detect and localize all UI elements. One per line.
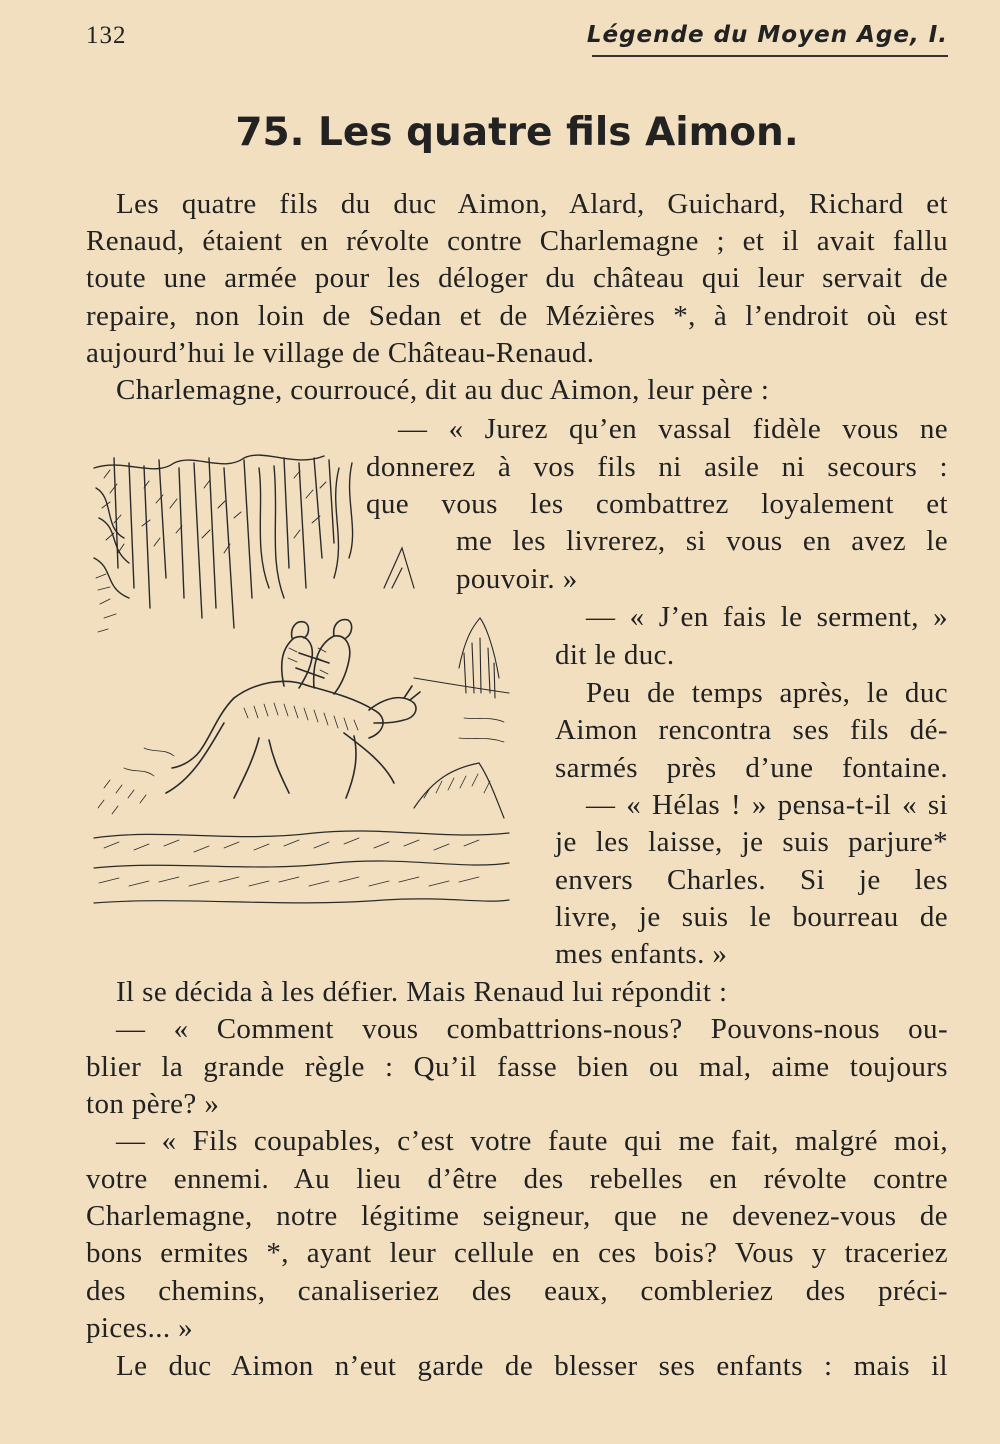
text-line: je les laisse, je suis parjure* (555, 826, 948, 858)
text-line: Peu de temps après, le duc (586, 677, 948, 709)
text-line: votre ennemi. Au lieu d’être des rebelles en révolte contre (86, 1163, 948, 1195)
text-line: me les livrerez, si vous en avez le (456, 525, 948, 557)
text-line: livre, je suis le bourreau de (555, 901, 948, 933)
text-line: pices... » (86, 1312, 194, 1344)
header-rule (592, 55, 948, 57)
text-line: pouvoir. » (456, 563, 578, 595)
chapter-title: 75. Les quatre fils Aimon. (235, 110, 799, 155)
text-line: Charlemagne, courroucé, dit au duc Aimon, leur père : (116, 374, 770, 406)
text-line: Aimon rencontra ses fils dé- (555, 714, 948, 746)
text-line: ton père? » (86, 1088, 220, 1120)
text-line: donnerez à vos fils ni asile ni secours : (366, 451, 948, 483)
text-line: envers Charles. Si je les (555, 864, 948, 896)
text-line: blier la grande règle : Qu’il fasse bien ou mal, aime toujours (86, 1051, 948, 1083)
text-line: Le duc Aimon n’eut garde de blesser ses enfants : mais il (116, 1350, 948, 1382)
text-line: dit le duc. (555, 639, 675, 671)
text-line: toute une armée pour les déloger du château qui leur servait de (86, 262, 948, 294)
text-line: — « Hélas ! » pensa-t-il « si (586, 789, 948, 821)
engraving-illustration (84, 448, 512, 918)
text-line: — « Jurez qu’en vassal fidèle vous ne (398, 413, 948, 445)
text-line: aujourd’hui le village de Château-Renaud. (86, 337, 595, 369)
text-line: Charlemagne, notre légitime seigneur, que ne devenez-vous de (86, 1200, 948, 1232)
text-line: — « Fils coupables, c’est votre faute qui me fait, malgré moi, (116, 1125, 948, 1157)
text-line: — « Comment vous combattrions-nous? Pouvons-nous ou- (116, 1013, 948, 1045)
text-line: Les quatre fils du duc Aimon, Alard, Guichard, Richard et (116, 188, 948, 220)
text-line: des chemins, canaliseriez des eaux, combleriez des préci- (86, 1275, 948, 1307)
text-line: que vous les combattrez loyalement et (366, 488, 948, 520)
text-line: mes enfants. » (555, 938, 728, 970)
page-number: 132 (86, 22, 127, 49)
text-line: Renaud, étaient en révolte contre Charlemagne ; et il avait fallu (86, 225, 948, 257)
text-line: — « J’en fais le serment, » (586, 601, 948, 633)
running-head: Légende du Moyen Age, I. (586, 22, 948, 48)
text-line: Il se décida à les défier. Mais Renaud lui répondit : (116, 976, 728, 1008)
text-line: repaire, non loin de Sedan et de Mézières *, à l’endroit où est (86, 300, 948, 332)
page-header (86, 22, 948, 58)
text-line: sarmés près d’une fontaine. (555, 752, 948, 784)
text-line: bons ermites *, ayant leur cellule en ces bois? Vous y traceriez (86, 1237, 948, 1269)
